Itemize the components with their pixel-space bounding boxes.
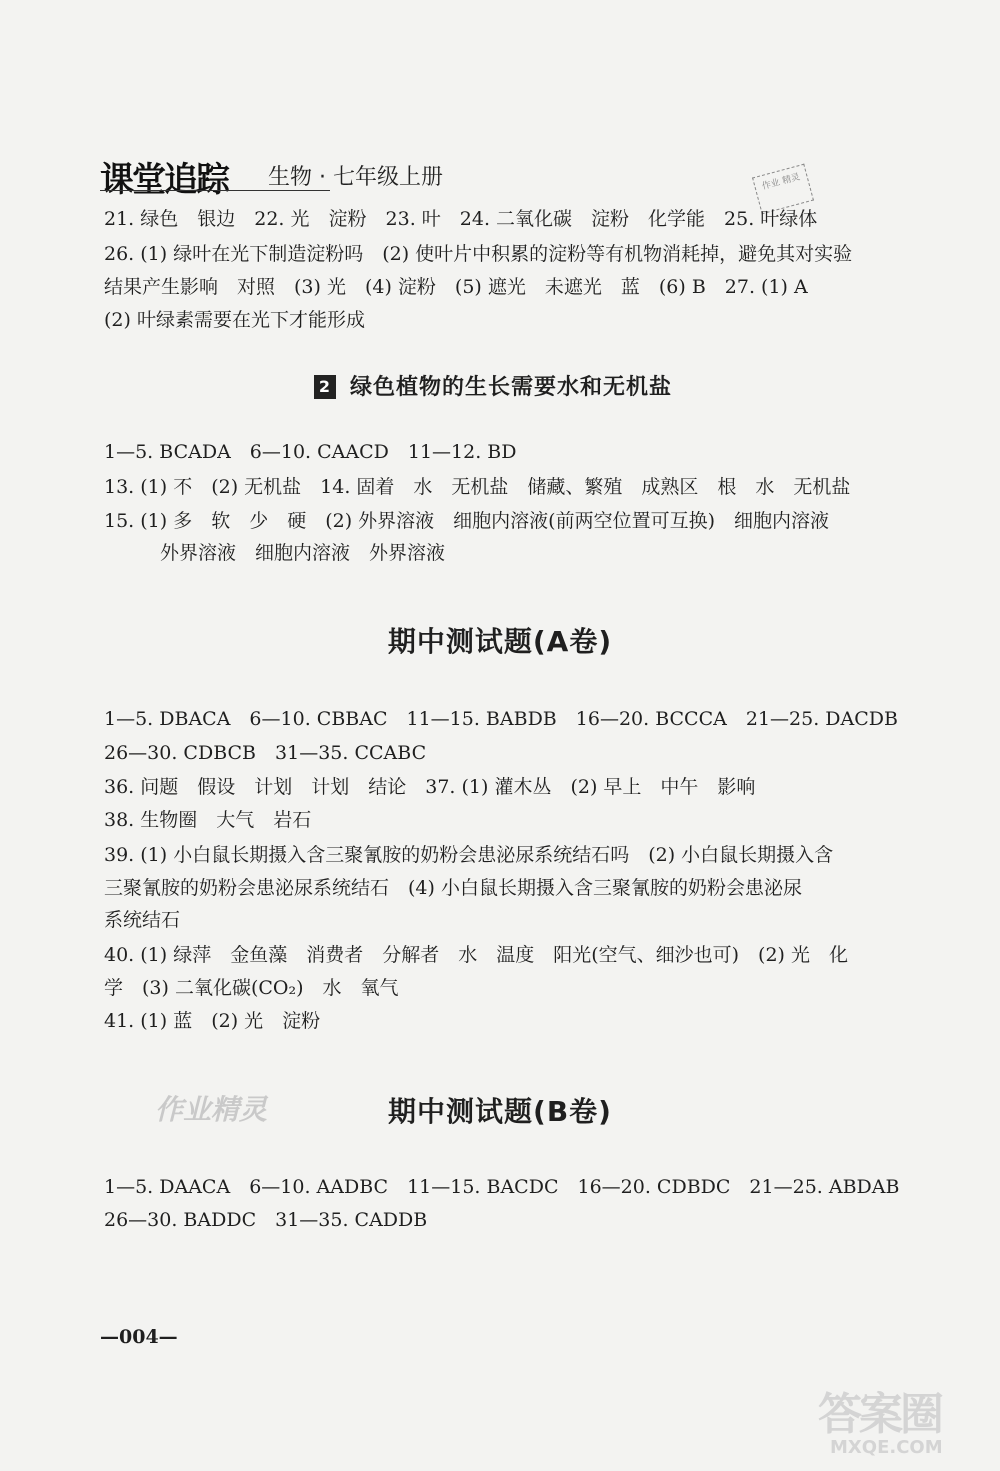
answer-line: 外界溶液 细胞内溶液 外界溶液 xyxy=(160,542,446,564)
answer-line: 13. (1) 不 (2) 无机盐 14. 固着 水 无机盐 储藏、繁殖 成熟区 根 水 无机盐 xyxy=(104,476,851,498)
answer-line: 1—5. DAACA 6—10. AADBC 11—15. BACDC 16—20. CDBDC 21—25. ABDAB xyxy=(104,1176,900,1198)
answer-line: 15. (1) 多 软 少 硬 (2) 外界溶液 细胞内溶液(前两空位置可互换) 细胞内溶液 xyxy=(104,510,829,532)
watermark-url: MXQE.COM xyxy=(830,1437,943,1458)
answer-line: 40. (1) 绿萍 金鱼藻 消费者 分解者 水 温度 阳光(空气、细沙也可) (2) 光 化 xyxy=(104,944,848,966)
answer-line: 39. (1) 小白鼠长期摄入含三聚氰胺的奶粉会患泌尿系统结石吗 (2) 小白鼠长期摄入含 xyxy=(104,844,834,866)
section-heading xyxy=(314,370,672,401)
site-watermark xyxy=(818,1389,998,1468)
brand-logo: 课堂追踪 xyxy=(100,160,228,200)
answer-line: 1—5. DBACA 6—10. CBBAC 11—15. BABDB 16—20. BCCCA 21—25. DACDB xyxy=(104,708,898,730)
faint-watermark: 作业精灵 xyxy=(155,1093,268,1126)
answer-line: 26. (1) 绿叶在光下制造淀粉吗 (2) 使叶片中积累的淀粉等有机物消耗掉，避免其对实验 xyxy=(104,243,853,265)
answer-line: 学 (3) 二氧化碳(CO₂) 水 氧气 xyxy=(104,977,399,999)
answer-line: 1—5. BCADA 6—10. CAACD 11—12. BD xyxy=(104,441,517,463)
stamp-mark: 作业 精灵 xyxy=(752,164,814,215)
answer-line: (2) 叶绿素需要在光下才能形成 xyxy=(104,309,365,331)
answer-line: 26—30. CDBCB 31—35. CCABC xyxy=(104,742,427,764)
answer-line: 21. 绿色 银边 22. 光 淀粉 23. 叶 24. 二氧化碳 淀粉 化学能 25. 叶绿体 xyxy=(104,208,818,230)
answer-line: 结果产生影响 对照 (3) 光 (4) 淀粉 (5) 遮光 未遮光 蓝 (6) B 27. (1) A xyxy=(104,276,808,298)
exam-b-title: 期中测试题(B卷) xyxy=(388,1095,612,1128)
answer-line: 36. 问题 假设 计划 计划 结论 37. (1) 灌木丛 (2) 早上 中午 影响 xyxy=(104,776,756,798)
answer-line: 41. (1) 蓝 (2) 光 淀粉 xyxy=(104,1010,321,1032)
section-number: 2 xyxy=(314,375,336,399)
watermark-logo: 答案圈 xyxy=(818,1389,941,1440)
book-subtitle: 生物 · 七年级上册 xyxy=(268,165,443,190)
page-number: —004— xyxy=(100,1326,178,1348)
answer-line: 38. 生物圈 大气 岩石 xyxy=(104,809,312,831)
page-header xyxy=(100,150,700,200)
answer-line: 三聚氰胺的奶粉会患泌尿系统结石 (4) 小白鼠长期摄入含三聚氰胺的奶粉会患泌尿 xyxy=(104,877,802,899)
exam-a-title: 期中测试题(A卷) xyxy=(387,625,613,658)
header-rule xyxy=(100,190,330,191)
answer-line: 26—30. BADDC 31—35. CADDB xyxy=(104,1209,428,1231)
answer-line: 系统结石 xyxy=(104,909,181,931)
section-title: 绿色植物的生长需要水和无机盐 xyxy=(350,375,673,400)
